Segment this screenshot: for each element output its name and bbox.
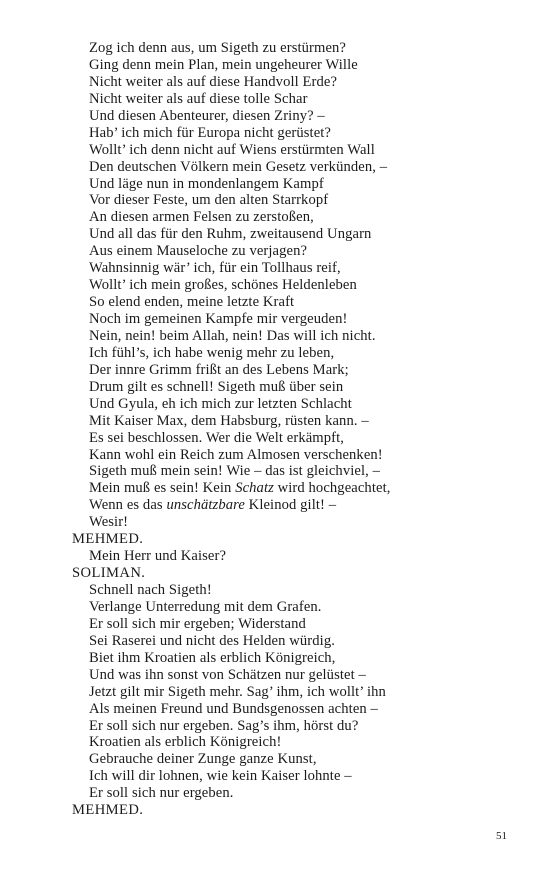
line-text: Und was ihn sonst von Schätzen nur gelüstet – — [89, 666, 366, 683]
verse-line — [72, 125, 532, 142]
line-text: Als meinen Freund und Bundsgenossen achten – — [89, 700, 378, 717]
line-text: SOLIMAN. — [72, 565, 146, 582]
verse-line — [72, 57, 532, 74]
verse-text-block — [72, 40, 532, 819]
line-text: Wenn es das — [89, 497, 167, 514]
line-text: Kroatien als erblich Königreich! — [89, 734, 282, 751]
verse-line — [72, 548, 532, 565]
verse-line — [72, 751, 532, 768]
verse-line — [72, 328, 532, 345]
verse-line — [72, 243, 532, 260]
line-text: Wahnsinnig wär’ ich, für ein Tollhaus reif, — [89, 260, 341, 277]
verse-line — [72, 311, 532, 328]
verse-line — [72, 768, 532, 785]
line-text: wird hochgeachtet, — [273, 480, 391, 497]
line-text: Er soll sich nur ergeben. — [89, 785, 234, 802]
verse-line — [72, 582, 532, 599]
line-text: Ich fühl’s, ich habe wenig mehr zu leben, — [89, 344, 335, 361]
line-text: So elend enden, meine letzte Kraft — [89, 294, 295, 311]
line-text: Ging denn mein Plan, mein ungeheurer Wille — [89, 56, 358, 73]
line-text: Er soll sich nur ergeben. Sag’s ihm, hörst du? — [89, 717, 359, 734]
line-text: Verlange Unterredung mit dem Grafen. — [89, 598, 322, 615]
line-text: Aus einem Mauseloche zu verjagen? — [89, 243, 308, 260]
line-text: Hab’ ich mich für Europa nicht gerüstet? — [89, 124, 332, 141]
line-text: An diesen armen Felsen zu zerstoßen, — [89, 209, 314, 226]
line-text: Und läge nun in mondenlangem Kampf — [89, 175, 324, 192]
verse-line — [72, 379, 532, 396]
line-text: Sigeth muß mein sein! Wie – das ist gleichviel, – — [89, 463, 381, 480]
speaker-name — [72, 802, 532, 819]
verse-line — [72, 734, 532, 751]
line-text: Und diesen Abenteurer, diesen Zriny? – — [89, 107, 325, 124]
line-text: Mein Herr und Kaiser? — [89, 548, 227, 565]
verse-line — [72, 40, 532, 57]
verse-line — [72, 142, 532, 159]
line-text: Zog ich denn aus, um Sigeth zu erstürmen? — [89, 40, 346, 56]
verse-line — [72, 260, 532, 277]
page-number: 51 — [496, 830, 507, 842]
line-text: Nicht weiter als auf diese tolle Schar — [89, 90, 308, 107]
line-text: Den deutschen Völkern mein Gesetz verkünden, – — [89, 158, 388, 175]
verse-line — [72, 497, 532, 514]
emphasized-word: unschätzbare — [166, 497, 245, 514]
line-text: Wollt’ ich mein großes, schönes Heldenleben — [89, 277, 357, 294]
verse-line — [72, 362, 532, 379]
line-text: Der innre Grimm frißt an des Lebens Mark; — [89, 361, 349, 378]
verse-line — [72, 108, 532, 125]
verse-line — [72, 209, 532, 226]
verse-line — [72, 74, 532, 91]
verse-line — [72, 226, 532, 243]
line-text: MEHMED. — [72, 531, 144, 548]
verse-line — [72, 480, 532, 497]
verse-line — [72, 413, 532, 430]
verse-line — [72, 599, 532, 616]
line-text: Gebrauche deiner Zunge ganze Kunst, — [89, 751, 317, 768]
line-text: MEHMED. — [72, 802, 144, 819]
verse-line — [72, 192, 532, 209]
verse-line — [72, 159, 532, 176]
speaker-name — [72, 565, 532, 582]
verse-line — [72, 650, 532, 667]
line-text: Drum gilt es schnell! Sigeth muß über sein — [89, 378, 344, 395]
verse-line — [72, 667, 532, 684]
line-text: Schnell nach Sigeth! — [89, 582, 212, 598]
verse-line — [72, 616, 532, 633]
verse-line — [72, 701, 532, 718]
verse-line — [72, 633, 532, 650]
line-text: Und Gyula, eh ich mich zur letzten Schlacht — [89, 395, 352, 412]
line-text: Vor dieser Feste, um den alten Starrkopf — [89, 192, 329, 209]
line-text: Noch im gemeinen Kampfe mir vergeuden! — [89, 311, 348, 327]
verse-line — [72, 463, 532, 480]
line-text: Kann wohl ein Reich zum Almosen verschenken! — [89, 446, 383, 463]
verse-line — [72, 514, 532, 531]
line-text: Biet ihm Kroatien als erblich Königreich, — [89, 649, 336, 666]
line-text: Es sei beschlossen. Wer die Welt erkämpft, — [89, 429, 345, 446]
emphasized-word: Schatz — [235, 480, 274, 497]
line-text: Sei Raserei und nicht des Helden würdig. — [89, 632, 335, 649]
verse-line — [72, 447, 532, 464]
verse-line — [72, 718, 532, 735]
verse-line — [72, 430, 532, 447]
speaker-name — [72, 531, 532, 548]
line-text: Jetzt gilt mir Sigeth mehr. Sag’ ihm, ich wollt’ ihn — [89, 683, 386, 700]
verse-line — [72, 176, 532, 193]
line-text: Wesir! — [89, 514, 129, 531]
line-text: Er soll sich mir ergeben; Widerstand — [89, 615, 306, 632]
line-text: Ich will dir lohnen, wie kein Kaiser lohnte – — [89, 768, 352, 785]
verse-line — [72, 91, 532, 108]
verse-line — [72, 684, 532, 701]
line-text: Mit Kaiser Max, dem Habsburg, rüsten kann. – — [89, 412, 369, 429]
line-text: Mein muß es sein! Kein — [89, 480, 236, 497]
line-text: Und all das für den Ruhm, zweitausend Ungarn — [89, 226, 372, 243]
line-text: Wollt’ ich denn nicht auf Wiens erstürmten Wall — [89, 141, 375, 158]
verse-line — [72, 277, 532, 294]
line-text: Nicht weiter als auf diese Handvoll Erde? — [89, 73, 338, 90]
verse-line — [72, 345, 532, 362]
verse-line — [72, 294, 532, 311]
verse-line — [72, 785, 532, 802]
line-text: Kleinod gilt! – — [244, 497, 337, 514]
line-text: Nein, nein! beim Allah, nein! Das will ich nicht. — [89, 327, 376, 344]
verse-line — [72, 396, 532, 413]
